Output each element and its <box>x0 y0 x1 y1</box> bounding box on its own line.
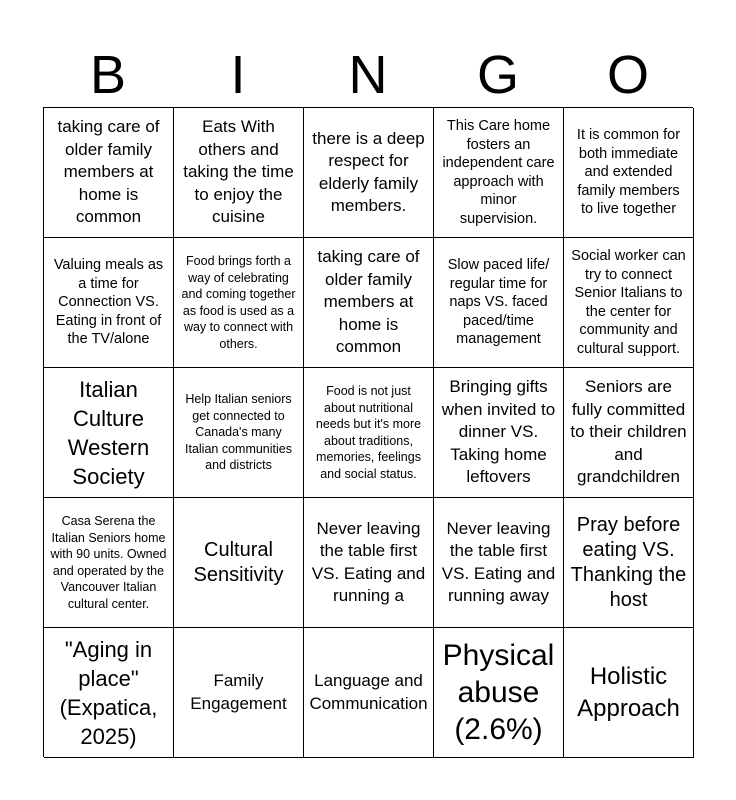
cell-text: taking care of older family members at home is common <box>317 247 420 357</box>
bingo-cell[interactable] <box>564 368 694 498</box>
cell-text: Social worker can try to connect Senior Italians to the center for community and cultural support. <box>571 248 686 357</box>
cell-text: Casa Serena the Italian Seniors home with 90 units. Owned and operated by the Vancouver Italian cultural center. <box>50 514 167 611</box>
bingo-cell[interactable] <box>434 108 564 238</box>
bingo-header <box>43 42 693 108</box>
cell-text: Food is not just about nutritional needs but it's more about traditions, memories, feelings and social status. <box>315 384 422 481</box>
bingo-cell[interactable] <box>564 628 694 758</box>
bingo-cell[interactable] <box>44 498 174 628</box>
bingo-cell[interactable] <box>434 498 564 628</box>
bingo-cell[interactable] <box>304 498 434 628</box>
cell-text: Never leaving the table first VS. Eating and running away <box>441 518 556 605</box>
bingo-cell[interactable] <box>44 108 174 238</box>
bingo-cell[interactable] <box>564 238 694 368</box>
cell-text: Food brings forth a way of celebrating and coming together as food is used as a way to connect with others. <box>181 254 296 351</box>
cell-text: taking care of older family members at home is common <box>57 117 160 227</box>
cell-text: Italian Culture Western Society <box>67 376 150 489</box>
bingo-cell[interactable] <box>304 238 434 368</box>
bingo-cell[interactable] <box>174 368 304 498</box>
bingo-cell[interactable] <box>434 238 564 368</box>
bingo-cell[interactable] <box>174 108 304 238</box>
cell-text: "Aging in place" (Expatica, 2025) <box>59 636 158 749</box>
cell-text: It is common for both immediate and extended family members to live together <box>576 127 681 218</box>
bingo-cell[interactable] <box>564 498 694 628</box>
bingo-cell[interactable] <box>564 108 694 238</box>
bingo-cell[interactable] <box>174 238 304 368</box>
bingo-cell[interactable] <box>174 628 304 758</box>
bingo-cell[interactable] <box>434 628 564 758</box>
cell-text: Pray before eating VS. Thanking the host <box>570 513 687 611</box>
cell-text: Physical abuse (2.6%) <box>442 639 555 746</box>
header-letter-b: B <box>89 45 127 105</box>
cell-text: Slow paced life/ regular time for naps VS. faced paced/time management <box>447 257 550 348</box>
cell-text: Help Italian seniors get connected to Canada's many Italian communities and districts <box>185 392 292 473</box>
bingo-cell[interactable] <box>434 368 564 498</box>
header-letter-g: G <box>476 45 519 105</box>
header-letter-i: I <box>230 45 246 105</box>
cell-text: Bringing gifts when invited to dinner VS. Taking home leftovers <box>441 377 556 487</box>
bingo-cell[interactable] <box>44 368 174 498</box>
bingo-cell[interactable] <box>44 628 174 758</box>
cell-text: This Care home fosters an independent care approach with minor supervision. <box>442 118 555 227</box>
cell-text: Seniors are fully committed to their children and grandchildren <box>570 377 687 487</box>
cell-text: Language and Communication <box>309 671 428 713</box>
bingo-cell[interactable] <box>44 238 174 368</box>
cell-text: Never leaving the table first VS. Eating and running a <box>311 518 426 605</box>
cell-text: Cultural Sensitivity <box>193 538 284 586</box>
bingo-cell[interactable] <box>304 108 434 238</box>
cell-text: Eats With others and taking the time to enjoy the cuisine <box>183 117 294 227</box>
header-letter-n: N <box>348 45 388 105</box>
cell-text: there is a deep respect for elderly family members. <box>312 128 425 215</box>
bingo-cell[interactable] <box>304 368 434 498</box>
header-letter-o: O <box>606 45 649 105</box>
bingo-cell[interactable] <box>174 498 304 628</box>
cell-text: Valuing meals as a time for Connection VS. Eating in front of the TV/alone <box>53 257 164 348</box>
bingo-cell[interactable] <box>304 628 434 758</box>
bingo-board <box>43 107 693 757</box>
cell-text: Family Engagement <box>190 671 287 713</box>
cell-text: Holistic Approach <box>577 662 680 722</box>
